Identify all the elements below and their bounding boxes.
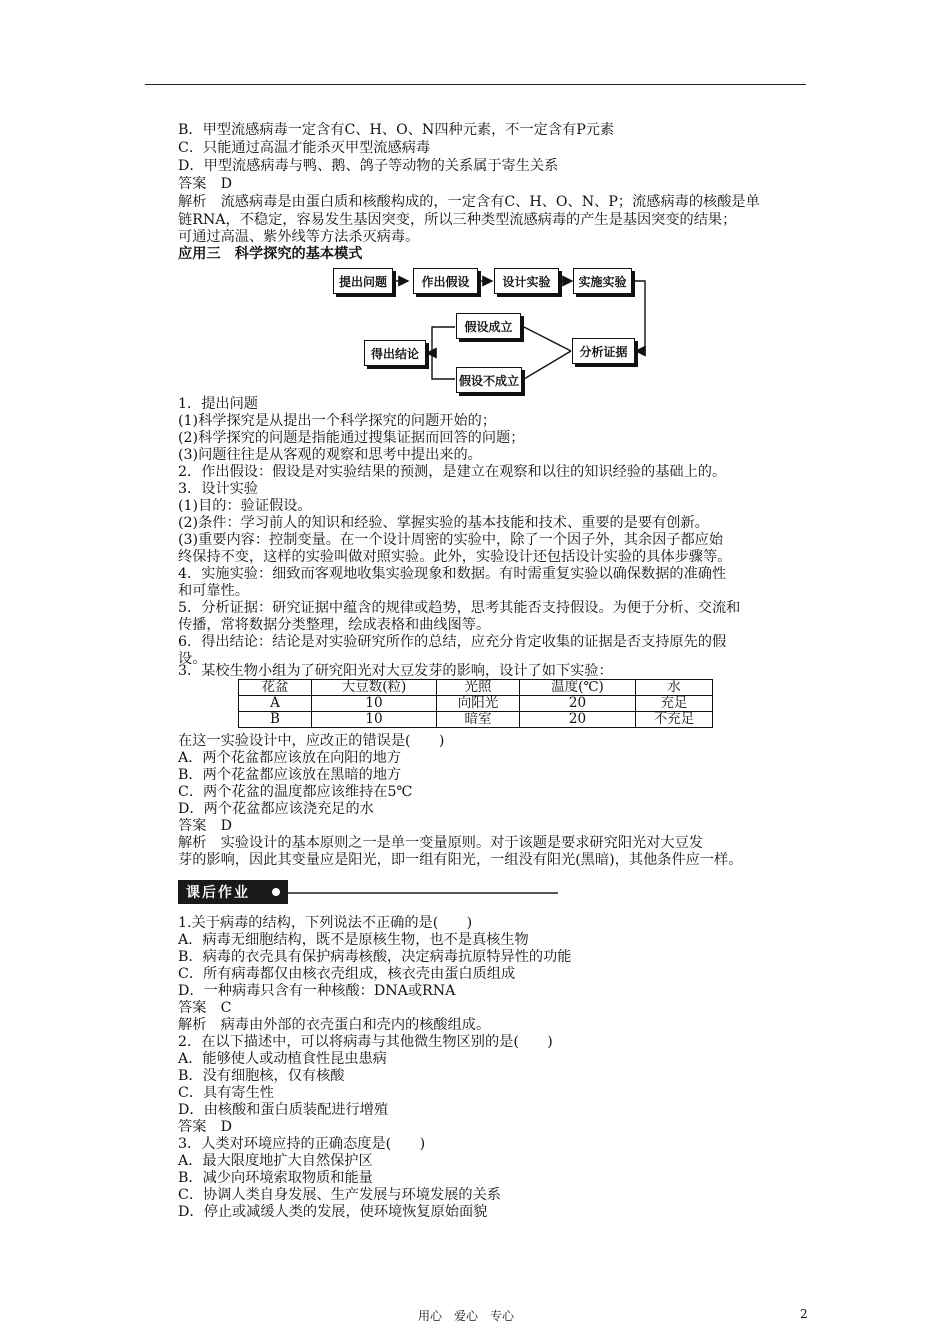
option-line: A．两个花盆都应该放在向阳的地方 (178, 750, 402, 766)
table-cell: 10 (312, 696, 437, 712)
option-line: B．两个花盆都应该放在黑暗的地方 (178, 767, 402, 783)
hypothesis-true-box: 假设成立 (456, 313, 521, 339)
explanation-line: 芽的影响，因此其变量应是阳光，即一组有阳光，一组没有阳光(黑暗)，其他条件应一样。 (178, 852, 743, 868)
table-row (239, 712, 713, 728)
flowchart-arrows (0, 0, 950, 400)
homework-banner-dot (270, 886, 282, 898)
homework-banner-rule (288, 892, 558, 894)
table-cell: 向阳光 (437, 696, 520, 712)
homework-line: 2．在以下描述中，可以将病毒与其他微生物区别的是( ) (178, 1034, 553, 1050)
table-cell: 充足 (636, 696, 713, 712)
body-line: 和可靠性。 (178, 583, 249, 599)
experiment-table (238, 679, 713, 728)
homework-line: A．能够使人或动植食性昆虫患病 (178, 1051, 387, 1067)
homework-line: 1.关于病毒的结构，下列说法不正确的是( ) (178, 915, 473, 931)
question-3-stem: 3．某校生物小组为了研究阳光对大豆发芽的影响，设计了如下实验： (178, 663, 613, 679)
table-cell: 20 (520, 696, 636, 712)
body-line: 1．提出问题 (178, 396, 258, 412)
homework-line: D．停止或减缓人类的发展，使环境恢复原始面貌 (178, 1204, 488, 1220)
homework-line: 答案 D (178, 1119, 232, 1135)
page-number: 2 (800, 1307, 808, 1321)
answer-line: 答案 D (178, 176, 232, 192)
body-line: 6．得出结论：结论是对实验研究所作的总结，应充分肯定收集的证据是否支持原先的假 (178, 634, 727, 650)
table-cell: A (239, 696, 312, 712)
footer-motto: 用心 爱心 专心 (418, 1309, 515, 1323)
body-line: 4．实施实验：细致而客观地收集实验现象和数据。有时需重复实验以确保数据的准确性 (178, 566, 727, 582)
body-line: (1)目的：验证假设。 (178, 498, 312, 514)
body-line: (2)条件：学习前人的知识和经验、掌握实验的基本技能和技术、重要的是要有创新。 (178, 515, 709, 531)
option-line: C．两个花盆的温度都应该维持在5℃ (178, 784, 413, 800)
step-draw-conclusion: 得出结论 (364, 340, 426, 366)
table-cell: 暗室 (437, 712, 520, 728)
body-line: (1)科学探究是从提出一个科学探究的问题开始的； (178, 413, 497, 429)
option-line: D．两个花盆都应该浇充足的水 (178, 801, 374, 817)
table-header-cell: 温度(℃) (520, 680, 636, 696)
body-line: 传播，常将数据分类整理，绘成表格和曲线图等。 (178, 617, 491, 633)
table-header-cell: 水 (636, 680, 713, 696)
table-cell: 20 (520, 712, 636, 728)
body-line: (2)科学探究的问题是指能通过搜集证据而回答的问题； (178, 430, 525, 446)
step-make-hypothesis: 作出假设 (413, 268, 478, 294)
body-line: 终保持不变，这样的实验叫做对照实验。此外，实验设计还包括设计实验的具体步骤等。 (178, 549, 732, 565)
homework-banner: 课后作业 (178, 880, 288, 904)
table-header-cell: 花盆 (239, 680, 312, 696)
step-ask-question: 提出问题 (333, 268, 393, 294)
step-design-experiment: 设计实验 (494, 268, 559, 294)
homework-line: D．一种病毒只含有一种核酸：DNA或RNA (178, 983, 456, 999)
body-line: 3．设计实验 (178, 481, 258, 497)
option-b-line: B．甲型流感病毒一定含有C、H、O、N四种元素，不一定含有P元素 (178, 122, 615, 138)
explanation-line: 链RNA，不稳定，容易发生基因突变，所以三种类型流感病毒的产生是基因突变的结果； (178, 212, 737, 228)
body-line: (3)重要内容：控制变量。在一个设计周密的实验中，除了一个因子外，其余因子都应始 (178, 532, 724, 548)
table-header-row (239, 680, 713, 696)
hypothesis-false-box: 假设不成立 (456, 367, 522, 393)
body-line: 2．作出假设：假设是对实验结果的预测，是建立在观察和以往的知识经验的基础上的。 (178, 464, 727, 480)
explanation-line: 可通过高温、紫外线等方法杀灭病毒。 (178, 229, 420, 245)
table-header-cell: 大豆数(粒) (312, 680, 437, 696)
table-header-cell: 光照 (437, 680, 520, 696)
body-line: 设。 (178, 651, 207, 667)
homework-line: A．最大限度地扩大自然保护区 (178, 1153, 373, 1169)
flowchart (0, 0, 950, 400)
table-cell: 10 (312, 712, 437, 728)
homework-line: 解析 病毒由外部的衣壳蛋白和壳内的核酸组成。 (178, 1017, 491, 1033)
homework-line: D．由核酸和蛋白质装配进行增殖 (178, 1102, 389, 1118)
table-cell: 不充足 (636, 712, 713, 728)
step-run-experiment: 实施实验 (573, 268, 632, 294)
option-d-line: D．甲型流感病毒与鸭、鹅、鸽子等动物的关系属于寄生关系 (178, 158, 559, 174)
step-analyze-evidence: 分析证据 (572, 338, 635, 364)
question-line: 在这一实验设计中，应改正的错误是( ) (178, 733, 445, 749)
explanation-line: 解析 流感病毒是由蛋白质和核酸构成的，一定含有C、H、O、N、P；流感病毒的核酸是单 (178, 194, 760, 210)
homework-line: C．协调人类自身发展、生产发展与环境发展的关系 (178, 1187, 501, 1203)
body-line: (3)问题往往是从客观的观察和思考中提出来的。 (178, 447, 482, 463)
homework-line: B．没有细胞核，仅有核酸 (178, 1068, 345, 1084)
homework-line: B．病毒的衣壳具有保护病毒核酸，决定病毒抗原特异性的功能 (178, 949, 572, 965)
homework-line: C．具有寄生性 (178, 1085, 274, 1101)
explanation-line: 解析 实验设计的基本原则之一是单一变量原则。对于该题是要求研究阳光对大豆发 (178, 835, 703, 851)
body-line: 5．分析证据：研究证据中蕴含的规律或趋势，思考其能否支持假设。为便于分析、交流和 (178, 600, 741, 616)
section-heading: 应用三 科学探究的基本模式 (178, 246, 363, 262)
homework-line: 3．人类对环境应持的正确态度是( ) (178, 1136, 426, 1152)
answer-line: 答案 D (178, 818, 232, 834)
homework-line: C．所有病毒都仅由核衣壳组成，核衣壳由蛋白质组成 (178, 966, 516, 982)
homework-line: A．病毒无细胞结构，既不是原核生物，也不是真核生物 (178, 932, 529, 948)
table-cell: B (239, 712, 312, 728)
homework-line: 答案 C (178, 1000, 232, 1016)
homework-line: B．减少向环境索取物质和能量 (178, 1170, 373, 1186)
option-c-line: C．只能通过高温才能杀灭甲型流感病毒 (178, 140, 431, 156)
table-row (239, 696, 713, 712)
